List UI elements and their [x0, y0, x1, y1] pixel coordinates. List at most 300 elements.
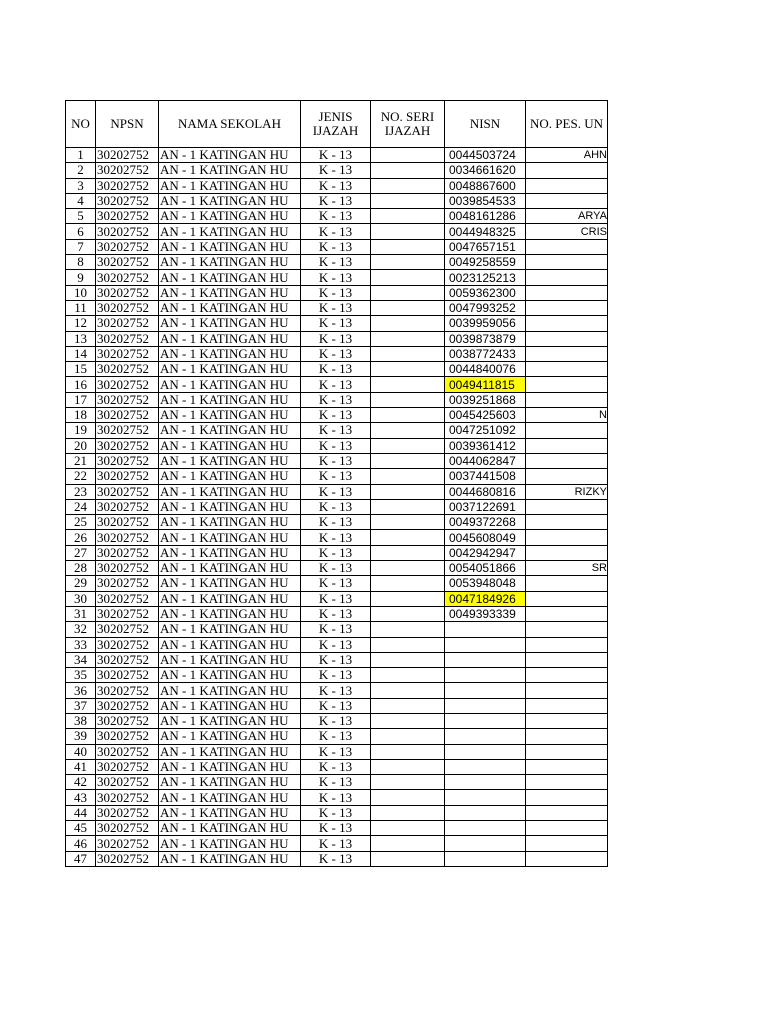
- cell-nama-sekolah[interactable]: AN - 1 KATINGAN HU: [159, 851, 301, 866]
- cell-no-seri-ijazah[interactable]: [371, 591, 445, 606]
- cell-npsn[interactable]: 30202752: [96, 759, 159, 774]
- cell-no[interactable]: 27: [66, 545, 96, 560]
- cell-no-seri-ijazah[interactable]: [371, 576, 445, 591]
- cell-jenis-ijazah[interactable]: K - 13: [301, 285, 371, 300]
- cell-nisn[interactable]: 0047657151: [445, 239, 526, 254]
- cell-npsn[interactable]: 30202752: [96, 316, 159, 331]
- cell-no-pes-un[interactable]: ARYA: [526, 209, 608, 224]
- cell-no-pes-un[interactable]: [526, 622, 608, 637]
- cell-no[interactable]: 39: [66, 729, 96, 744]
- cell-no[interactable]: 30: [66, 591, 96, 606]
- cell-npsn[interactable]: 30202752: [96, 744, 159, 759]
- cell-no-pes-un[interactable]: [526, 300, 608, 315]
- cell-nama-sekolah[interactable]: AN - 1 KATINGAN HU: [159, 652, 301, 667]
- cell-npsn[interactable]: 30202752: [96, 193, 159, 208]
- cell-no-pes-un[interactable]: [526, 576, 608, 591]
- cell-no-seri-ijazah[interactable]: [371, 438, 445, 453]
- cell-npsn[interactable]: 30202752: [96, 683, 159, 698]
- cell-nama-sekolah[interactable]: AN - 1 KATINGAN HU: [159, 346, 301, 361]
- cell-jenis-ijazah[interactable]: K - 13: [301, 576, 371, 591]
- cell-no[interactable]: 14: [66, 346, 96, 361]
- cell-no-pes-un[interactable]: [526, 515, 608, 530]
- cell-nama-sekolah[interactable]: AN - 1 KATINGAN HU: [159, 744, 301, 759]
- cell-no-seri-ijazah[interactable]: [371, 499, 445, 514]
- cell-no[interactable]: 24: [66, 499, 96, 514]
- cell-nisn[interactable]: 0037122691: [445, 499, 526, 514]
- cell-no-seri-ijazah[interactable]: [371, 698, 445, 713]
- cell-no-seri-ijazah[interactable]: [371, 362, 445, 377]
- cell-jenis-ijazah[interactable]: K - 13: [301, 698, 371, 713]
- cell-no-seri-ijazah[interactable]: [371, 285, 445, 300]
- cell-nama-sekolah[interactable]: AN - 1 KATINGAN HU: [159, 836, 301, 851]
- cell-nama-sekolah[interactable]: AN - 1 KATINGAN HU: [159, 209, 301, 224]
- cell-no-pes-un[interactable]: [526, 591, 608, 606]
- cell-no[interactable]: 18: [66, 408, 96, 423]
- cell-jenis-ijazah[interactable]: K - 13: [301, 668, 371, 683]
- header-npsn[interactable]: NPSN: [96, 101, 159, 148]
- cell-no[interactable]: 10: [66, 285, 96, 300]
- cell-nama-sekolah[interactable]: AN - 1 KATINGAN HU: [159, 392, 301, 407]
- cell-nisn[interactable]: 0049393339: [445, 606, 526, 621]
- cell-nisn[interactable]: 0039959056: [445, 316, 526, 331]
- cell-no-seri-ijazah[interactable]: [371, 163, 445, 178]
- cell-no-seri-ijazah[interactable]: [371, 622, 445, 637]
- cell-nisn[interactable]: [445, 637, 526, 652]
- cell-no[interactable]: 37: [66, 698, 96, 713]
- cell-jenis-ijazah[interactable]: K - 13: [301, 346, 371, 361]
- cell-no-seri-ijazah[interactable]: [371, 469, 445, 484]
- cell-no-pes-un[interactable]: N: [526, 408, 608, 423]
- cell-nisn[interactable]: 0049411815: [445, 377, 526, 392]
- cell-no-seri-ijazah[interactable]: [371, 851, 445, 866]
- cell-npsn[interactable]: 30202752: [96, 377, 159, 392]
- cell-jenis-ijazah[interactable]: K - 13: [301, 836, 371, 851]
- cell-no[interactable]: 25: [66, 515, 96, 530]
- cell-no-pes-un[interactable]: [526, 668, 608, 683]
- cell-nisn[interactable]: [445, 851, 526, 866]
- cell-npsn[interactable]: 30202752: [96, 775, 159, 790]
- cell-nama-sekolah[interactable]: AN - 1 KATINGAN HU: [159, 683, 301, 698]
- cell-no-seri-ijazah[interactable]: [371, 224, 445, 239]
- cell-jenis-ijazah[interactable]: K - 13: [301, 759, 371, 774]
- cell-nama-sekolah[interactable]: AN - 1 KATINGAN HU: [159, 698, 301, 713]
- cell-npsn[interactable]: 30202752: [96, 561, 159, 576]
- cell-nisn[interactable]: [445, 805, 526, 820]
- cell-nisn[interactable]: 0044062847: [445, 453, 526, 468]
- cell-jenis-ijazah[interactable]: K - 13: [301, 331, 371, 346]
- cell-nama-sekolah[interactable]: AN - 1 KATINGAN HU: [159, 423, 301, 438]
- cell-no[interactable]: 34: [66, 652, 96, 667]
- cell-npsn[interactable]: 30202752: [96, 652, 159, 667]
- cell-no[interactable]: 7: [66, 239, 96, 254]
- cell-no-pes-un[interactable]: [526, 606, 608, 621]
- cell-jenis-ijazah[interactable]: K - 13: [301, 683, 371, 698]
- cell-nama-sekolah[interactable]: AN - 1 KATINGAN HU: [159, 622, 301, 637]
- cell-no-pes-un[interactable]: [526, 821, 608, 836]
- cell-no-pes-un[interactable]: [526, 193, 608, 208]
- cell-nama-sekolah[interactable]: AN - 1 KATINGAN HU: [159, 193, 301, 208]
- cell-jenis-ijazah[interactable]: K - 13: [301, 453, 371, 468]
- cell-no-pes-un[interactable]: AHN: [526, 148, 608, 163]
- cell-no-seri-ijazah[interactable]: [371, 821, 445, 836]
- cell-npsn[interactable]: 30202752: [96, 209, 159, 224]
- cell-no-pes-un[interactable]: CRIS: [526, 224, 608, 239]
- header-no[interactable]: NO: [66, 101, 96, 148]
- header-nama-sekolah[interactable]: NAMA SEKOLAH: [159, 101, 301, 148]
- cell-nama-sekolah[interactable]: AN - 1 KATINGAN HU: [159, 300, 301, 315]
- cell-no[interactable]: 13: [66, 331, 96, 346]
- cell-nisn[interactable]: 0048161286: [445, 209, 526, 224]
- cell-no[interactable]: 40: [66, 744, 96, 759]
- cell-nisn[interactable]: 0047184926: [445, 591, 526, 606]
- cell-no[interactable]: 5: [66, 209, 96, 224]
- cell-npsn[interactable]: 30202752: [96, 821, 159, 836]
- cell-npsn[interactable]: 30202752: [96, 729, 159, 744]
- cell-no-seri-ijazah[interactable]: [371, 683, 445, 698]
- cell-no-pes-un[interactable]: [526, 270, 608, 285]
- cell-npsn[interactable]: 30202752: [96, 698, 159, 713]
- cell-no[interactable]: 17: [66, 392, 96, 407]
- cell-nisn[interactable]: [445, 744, 526, 759]
- cell-npsn[interactable]: 30202752: [96, 239, 159, 254]
- cell-nama-sekolah[interactable]: AN - 1 KATINGAN HU: [159, 255, 301, 270]
- cell-jenis-ijazah[interactable]: K - 13: [301, 469, 371, 484]
- cell-no-seri-ijazah[interactable]: [371, 331, 445, 346]
- cell-no-pes-un[interactable]: [526, 438, 608, 453]
- cell-no[interactable]: 42: [66, 775, 96, 790]
- cell-nama-sekolah[interactable]: AN - 1 KATINGAN HU: [159, 438, 301, 453]
- cell-no-seri-ijazah[interactable]: [371, 637, 445, 652]
- cell-jenis-ijazah[interactable]: K - 13: [301, 239, 371, 254]
- cell-nisn[interactable]: [445, 698, 526, 713]
- cell-no-seri-ijazah[interactable]: [371, 239, 445, 254]
- cell-npsn[interactable]: 30202752: [96, 545, 159, 560]
- cell-nisn[interactable]: 0039854533: [445, 193, 526, 208]
- cell-no[interactable]: 9: [66, 270, 96, 285]
- cell-jenis-ijazah[interactable]: K - 13: [301, 255, 371, 270]
- cell-nisn[interactable]: 0023125213: [445, 270, 526, 285]
- cell-no-seri-ijazah[interactable]: [371, 408, 445, 423]
- cell-nisn[interactable]: 0039361412: [445, 438, 526, 453]
- cell-npsn[interactable]: 30202752: [96, 362, 159, 377]
- cell-jenis-ijazah[interactable]: K - 13: [301, 423, 371, 438]
- cell-no[interactable]: 15: [66, 362, 96, 377]
- header-no-seri-ijazah[interactable]: NO. SERI IJAZAH: [371, 101, 445, 148]
- cell-nama-sekolah[interactable]: AN - 1 KATINGAN HU: [159, 484, 301, 499]
- cell-no[interactable]: 1: [66, 148, 96, 163]
- cell-no-seri-ijazah[interactable]: [371, 606, 445, 621]
- cell-no[interactable]: 28: [66, 561, 96, 576]
- cell-nama-sekolah[interactable]: AN - 1 KATINGAN HU: [159, 453, 301, 468]
- cell-no-pes-un[interactable]: [526, 713, 608, 728]
- cell-jenis-ijazah[interactable]: K - 13: [301, 499, 371, 514]
- cell-jenis-ijazah[interactable]: K - 13: [301, 637, 371, 652]
- cell-npsn[interactable]: 30202752: [96, 255, 159, 270]
- cell-nama-sekolah[interactable]: AN - 1 KATINGAN HU: [159, 163, 301, 178]
- cell-no-seri-ijazah[interactable]: [371, 300, 445, 315]
- cell-nama-sekolah[interactable]: AN - 1 KATINGAN HU: [159, 821, 301, 836]
- cell-no-pes-un[interactable]: [526, 790, 608, 805]
- cell-jenis-ijazah[interactable]: K - 13: [301, 178, 371, 193]
- cell-nama-sekolah[interactable]: AN - 1 KATINGAN HU: [159, 469, 301, 484]
- cell-jenis-ijazah[interactable]: K - 13: [301, 515, 371, 530]
- cell-nisn[interactable]: 0045425603: [445, 408, 526, 423]
- cell-no-seri-ijazah[interactable]: [371, 392, 445, 407]
- cell-nisn[interactable]: 0034661620: [445, 163, 526, 178]
- cell-no[interactable]: 12: [66, 316, 96, 331]
- cell-npsn[interactable]: 30202752: [96, 224, 159, 239]
- cell-jenis-ijazah[interactable]: K - 13: [301, 821, 371, 836]
- cell-no-pes-un[interactable]: [526, 346, 608, 361]
- cell-nama-sekolah[interactable]: AN - 1 KATINGAN HU: [159, 805, 301, 820]
- cell-jenis-ijazah[interactable]: K - 13: [301, 392, 371, 407]
- cell-no[interactable]: 23: [66, 484, 96, 499]
- cell-npsn[interactable]: 30202752: [96, 851, 159, 866]
- cell-no-pes-un[interactable]: [526, 423, 608, 438]
- cell-nisn[interactable]: [445, 683, 526, 698]
- cell-jenis-ijazah[interactable]: K - 13: [301, 729, 371, 744]
- cell-nisn[interactable]: 0044840076: [445, 362, 526, 377]
- cell-nama-sekolah[interactable]: AN - 1 KATINGAN HU: [159, 515, 301, 530]
- cell-no[interactable]: 20: [66, 438, 96, 453]
- cell-no-seri-ijazah[interactable]: [371, 805, 445, 820]
- cell-jenis-ijazah[interactable]: K - 13: [301, 163, 371, 178]
- cell-no-seri-ijazah[interactable]: [371, 316, 445, 331]
- cell-no-pes-un[interactable]: RIZKY: [526, 484, 608, 499]
- cell-jenis-ijazah[interactable]: K - 13: [301, 438, 371, 453]
- cell-no-seri-ijazah[interactable]: [371, 836, 445, 851]
- cell-jenis-ijazah[interactable]: K - 13: [301, 805, 371, 820]
- cell-nama-sekolah[interactable]: AN - 1 KATINGAN HU: [159, 148, 301, 163]
- cell-no-seri-ijazah[interactable]: [371, 790, 445, 805]
- cell-no-pes-un[interactable]: [526, 759, 608, 774]
- cell-nisn[interactable]: [445, 836, 526, 851]
- cell-npsn[interactable]: 30202752: [96, 805, 159, 820]
- cell-nisn[interactable]: 0044503724: [445, 148, 526, 163]
- cell-nama-sekolah[interactable]: AN - 1 KATINGAN HU: [159, 316, 301, 331]
- cell-jenis-ijazah[interactable]: K - 13: [301, 484, 371, 499]
- cell-no-pes-un[interactable]: [526, 637, 608, 652]
- cell-no-seri-ijazah[interactable]: [371, 775, 445, 790]
- cell-no-seri-ijazah[interactable]: [371, 515, 445, 530]
- cell-no-seri-ijazah[interactable]: [371, 270, 445, 285]
- cell-npsn[interactable]: 30202752: [96, 668, 159, 683]
- cell-nisn[interactable]: [445, 821, 526, 836]
- cell-no-pes-un[interactable]: [526, 331, 608, 346]
- cell-npsn[interactable]: 30202752: [96, 423, 159, 438]
- cell-no-pes-un[interactable]: [526, 163, 608, 178]
- cell-npsn[interactable]: 30202752: [96, 622, 159, 637]
- cell-nama-sekolah[interactable]: AN - 1 KATINGAN HU: [159, 362, 301, 377]
- cell-no-pes-un[interactable]: [526, 255, 608, 270]
- cell-npsn[interactable]: 30202752: [96, 637, 159, 652]
- cell-no[interactable]: 11: [66, 300, 96, 315]
- cell-nama-sekolah[interactable]: AN - 1 KATINGAN HU: [159, 239, 301, 254]
- cell-nisn[interactable]: 0053948048: [445, 576, 526, 591]
- cell-no[interactable]: 36: [66, 683, 96, 698]
- cell-no[interactable]: 4: [66, 193, 96, 208]
- cell-npsn[interactable]: 30202752: [96, 790, 159, 805]
- cell-jenis-ijazah[interactable]: K - 13: [301, 622, 371, 637]
- cell-nisn[interactable]: 0054051866: [445, 561, 526, 576]
- cell-no-seri-ijazah[interactable]: [371, 255, 445, 270]
- cell-no-seri-ijazah[interactable]: [371, 744, 445, 759]
- cell-no[interactable]: 3: [66, 178, 96, 193]
- cell-nisn[interactable]: [445, 713, 526, 728]
- cell-no-pes-un[interactable]: [526, 178, 608, 193]
- cell-jenis-ijazah[interactable]: K - 13: [301, 530, 371, 545]
- cell-nisn[interactable]: 0048867600: [445, 178, 526, 193]
- cell-no-pes-un[interactable]: [526, 545, 608, 560]
- cell-no-seri-ijazah[interactable]: [371, 377, 445, 392]
- cell-jenis-ijazah[interactable]: K - 13: [301, 209, 371, 224]
- cell-no-pes-un[interactable]: [526, 805, 608, 820]
- cell-no-seri-ijazah[interactable]: [371, 484, 445, 499]
- cell-nama-sekolah[interactable]: AN - 1 KATINGAN HU: [159, 606, 301, 621]
- cell-npsn[interactable]: 30202752: [96, 591, 159, 606]
- cell-nama-sekolah[interactable]: AN - 1 KATINGAN HU: [159, 224, 301, 239]
- cell-jenis-ijazah[interactable]: K - 13: [301, 775, 371, 790]
- cell-nama-sekolah[interactable]: AN - 1 KATINGAN HU: [159, 591, 301, 606]
- cell-npsn[interactable]: 30202752: [96, 530, 159, 545]
- cell-no-pes-un[interactable]: SR: [526, 561, 608, 576]
- cell-no[interactable]: 8: [66, 255, 96, 270]
- cell-nama-sekolah[interactable]: AN - 1 KATINGAN HU: [159, 331, 301, 346]
- cell-nisn[interactable]: [445, 729, 526, 744]
- cell-npsn[interactable]: 30202752: [96, 836, 159, 851]
- cell-nisn[interactable]: 0042942947: [445, 545, 526, 560]
- cell-nisn[interactable]: [445, 790, 526, 805]
- cell-no[interactable]: 2: [66, 163, 96, 178]
- cell-nama-sekolah[interactable]: AN - 1 KATINGAN HU: [159, 775, 301, 790]
- cell-no[interactable]: 29: [66, 576, 96, 591]
- cell-npsn[interactable]: 30202752: [96, 331, 159, 346]
- cell-no-pes-un[interactable]: [526, 316, 608, 331]
- cell-no-pes-un[interactable]: [526, 530, 608, 545]
- cell-no[interactable]: 44: [66, 805, 96, 820]
- cell-no-seri-ijazah[interactable]: [371, 178, 445, 193]
- cell-nisn[interactable]: 0045608049: [445, 530, 526, 545]
- cell-no-pes-un[interactable]: [526, 285, 608, 300]
- cell-nama-sekolah[interactable]: AN - 1 KATINGAN HU: [159, 729, 301, 744]
- cell-nisn[interactable]: 0039251868: [445, 392, 526, 407]
- cell-no-seri-ijazah[interactable]: [371, 148, 445, 163]
- cell-no-pes-un[interactable]: [526, 469, 608, 484]
- cell-nama-sekolah[interactable]: AN - 1 KATINGAN HU: [159, 530, 301, 545]
- header-jenis-ijazah[interactable]: JENIS IJAZAH: [301, 101, 371, 148]
- cell-jenis-ijazah[interactable]: K - 13: [301, 790, 371, 805]
- cell-no[interactable]: 31: [66, 606, 96, 621]
- cell-no-pes-un[interactable]: [526, 499, 608, 514]
- cell-jenis-ijazah[interactable]: K - 13: [301, 377, 371, 392]
- cell-jenis-ijazah[interactable]: K - 13: [301, 652, 371, 667]
- cell-nama-sekolah[interactable]: AN - 1 KATINGAN HU: [159, 561, 301, 576]
- cell-nisn[interactable]: [445, 775, 526, 790]
- cell-npsn[interactable]: 30202752: [96, 270, 159, 285]
- cell-no[interactable]: 38: [66, 713, 96, 728]
- cell-no-seri-ijazah[interactable]: [371, 652, 445, 667]
- cell-no[interactable]: 47: [66, 851, 96, 866]
- cell-nama-sekolah[interactable]: AN - 1 KATINGAN HU: [159, 713, 301, 728]
- cell-jenis-ijazah[interactable]: K - 13: [301, 545, 371, 560]
- cell-no-seri-ijazah[interactable]: [371, 193, 445, 208]
- cell-nama-sekolah[interactable]: AN - 1 KATINGAN HU: [159, 668, 301, 683]
- cell-npsn[interactable]: 30202752: [96, 285, 159, 300]
- cell-jenis-ijazah[interactable]: K - 13: [301, 224, 371, 239]
- cell-npsn[interactable]: 30202752: [96, 346, 159, 361]
- cell-nisn[interactable]: [445, 668, 526, 683]
- cell-no-seri-ijazah[interactable]: [371, 346, 445, 361]
- cell-nisn[interactable]: 0049258559: [445, 255, 526, 270]
- cell-jenis-ijazah[interactable]: K - 13: [301, 561, 371, 576]
- cell-nama-sekolah[interactable]: AN - 1 KATINGAN HU: [159, 637, 301, 652]
- cell-no[interactable]: 32: [66, 622, 96, 637]
- cell-no[interactable]: 19: [66, 423, 96, 438]
- cell-npsn[interactable]: 30202752: [96, 484, 159, 499]
- cell-npsn[interactable]: 30202752: [96, 499, 159, 514]
- cell-nisn[interactable]: 0039873879: [445, 331, 526, 346]
- cell-jenis-ijazah[interactable]: K - 13: [301, 744, 371, 759]
- cell-no-seri-ijazah[interactable]: [371, 561, 445, 576]
- cell-npsn[interactable]: 30202752: [96, 713, 159, 728]
- cell-npsn[interactable]: 30202752: [96, 576, 159, 591]
- cell-npsn[interactable]: 30202752: [96, 606, 159, 621]
- cell-nisn[interactable]: [445, 622, 526, 637]
- cell-no[interactable]: 21: [66, 453, 96, 468]
- cell-no-pes-un[interactable]: [526, 392, 608, 407]
- cell-nama-sekolah[interactable]: AN - 1 KATINGAN HU: [159, 499, 301, 514]
- cell-jenis-ijazah[interactable]: K - 13: [301, 362, 371, 377]
- cell-no-pes-un[interactable]: [526, 239, 608, 254]
- cell-no-pes-un[interactable]: [526, 362, 608, 377]
- cell-jenis-ijazah[interactable]: K - 13: [301, 591, 371, 606]
- cell-no[interactable]: 46: [66, 836, 96, 851]
- cell-nisn[interactable]: 0044948325: [445, 224, 526, 239]
- cell-no[interactable]: 26: [66, 530, 96, 545]
- cell-nama-sekolah[interactable]: AN - 1 KATINGAN HU: [159, 408, 301, 423]
- header-no-pes-un[interactable]: NO. PES. UN: [526, 101, 608, 148]
- cell-no-pes-un[interactable]: [526, 744, 608, 759]
- cell-jenis-ijazah[interactable]: K - 13: [301, 300, 371, 315]
- cell-no[interactable]: 35: [66, 668, 96, 683]
- cell-nisn[interactable]: 0049372268: [445, 515, 526, 530]
- cell-no-pes-un[interactable]: [526, 453, 608, 468]
- cell-no-pes-un[interactable]: [526, 698, 608, 713]
- cell-no-pes-un[interactable]: [526, 683, 608, 698]
- cell-nisn[interactable]: 0047993252: [445, 300, 526, 315]
- cell-npsn[interactable]: 30202752: [96, 515, 159, 530]
- cell-nisn[interactable]: 0047251092: [445, 423, 526, 438]
- cell-nisn[interactable]: 0038772433: [445, 346, 526, 361]
- cell-jenis-ijazah[interactable]: K - 13: [301, 148, 371, 163]
- cell-no-seri-ijazah[interactable]: [371, 209, 445, 224]
- cell-jenis-ijazah[interactable]: K - 13: [301, 606, 371, 621]
- header-nisn[interactable]: NISN: [445, 101, 526, 148]
- cell-no-pes-un[interactable]: [526, 836, 608, 851]
- cell-no[interactable]: 6: [66, 224, 96, 239]
- cell-no-seri-ijazah[interactable]: [371, 668, 445, 683]
- cell-jenis-ijazah[interactable]: K - 13: [301, 851, 371, 866]
- cell-no-seri-ijazah[interactable]: [371, 713, 445, 728]
- cell-nama-sekolah[interactable]: AN - 1 KATINGAN HU: [159, 576, 301, 591]
- cell-no-seri-ijazah[interactable]: [371, 423, 445, 438]
- cell-nama-sekolah[interactable]: AN - 1 KATINGAN HU: [159, 759, 301, 774]
- cell-nisn[interactable]: 0059362300: [445, 285, 526, 300]
- cell-no[interactable]: 16: [66, 377, 96, 392]
- cell-npsn[interactable]: 30202752: [96, 300, 159, 315]
- cell-npsn[interactable]: 30202752: [96, 438, 159, 453]
- cell-no-seri-ijazah[interactable]: [371, 545, 445, 560]
